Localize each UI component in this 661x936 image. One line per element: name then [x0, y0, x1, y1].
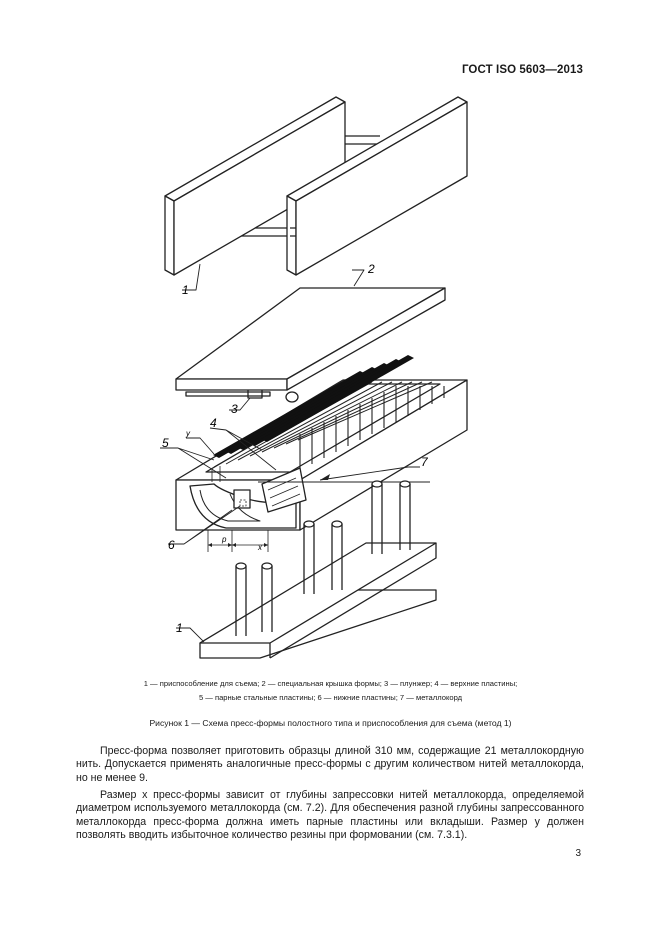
body-paragraph-2: Размер x пресс-формы зависит от глубины запрессовки нитей металлокорда, определяемой диаметром используемого металлокорда (см. 7.2). Для обеспечения разной глубины запрессованного металлокорда пресс-форма должна иметь парные пластины или вкладыши. Размер y должен позволять вводить избыточное количество резины при формовании (см. 7.3.1).: [76, 789, 584, 842]
callout-7: 7: [421, 455, 428, 469]
dimension-p-label: p: [222, 535, 227, 544]
callout-2: 2: [368, 262, 375, 276]
figure-caption: Рисунок 1 — Схема пресс-формы полостного типа и приспособления для съема (метод 1): [149, 718, 512, 728]
document-standard-header: ГОСТ ISO 5603—2013: [461, 64, 583, 76]
callout-3: 3: [231, 402, 238, 416]
dimension-x-label: x: [258, 543, 262, 552]
callout-1-bottom: 1: [176, 621, 183, 635]
callout-4: 4: [210, 416, 217, 430]
callout-1-top: 1: [182, 283, 189, 297]
figure-legend-line-2: 5 — парные стальные пластины; 6 — нижние пластины; 7 — металлокорд: [198, 693, 463, 702]
dimension-y-label: y: [186, 429, 190, 438]
body-paragraph-1: Пресс-форма позволяет приготовить образцы длиной 310 мм, содержащие 21 металлокордную нить. Допускается применять аналогичные пресс-формы с другим количеством нитей металлокорда, но не менее 9.: [76, 745, 584, 784]
page-number: 3: [575, 848, 581, 859]
callout-5: 5: [162, 436, 169, 450]
ejector-fixture-top: [165, 97, 467, 275]
callout-6: 6: [168, 538, 175, 552]
figure-legend-line-1: 1 — приспособление для съема; 2 — специальная крышка формы; 3 — плунжер; 4 — верхние пластины;: [143, 679, 518, 688]
